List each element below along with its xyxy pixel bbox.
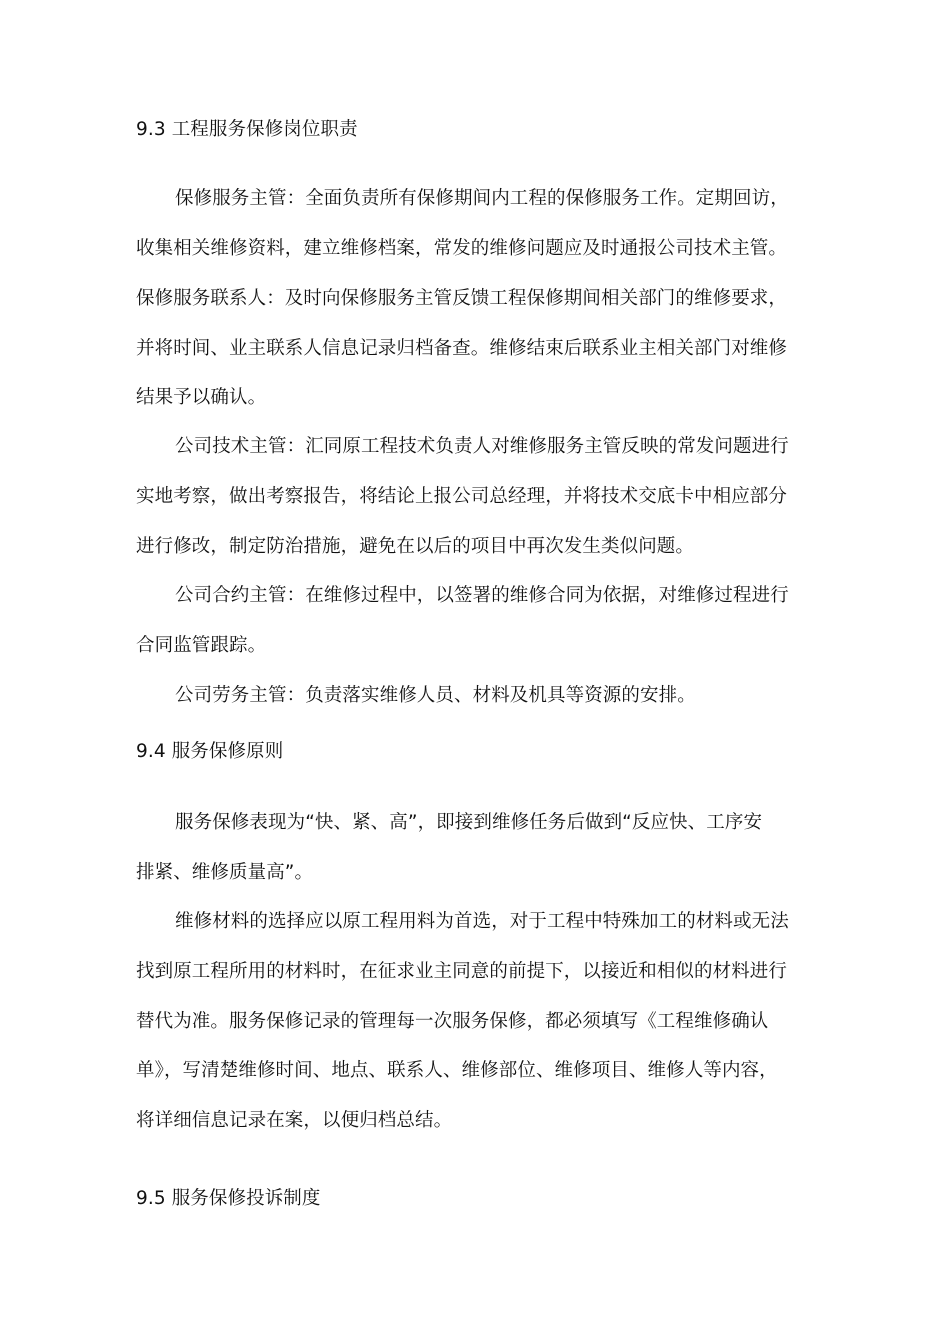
paragraph-line: 结果予以确认。 xyxy=(136,387,267,408)
section-heading-9-3: 9.3 工程服务保修岗位职责 xyxy=(136,119,358,140)
paragraph-line: 保修服务联系人：及时向保修服务主管反馈工程保修期间相关部门的维修要求， xyxy=(136,288,788,309)
section-heading-9-5: 9.5 服务保修投诉制度 xyxy=(136,1188,321,1209)
paragraph-line: 找到原工程所用的材料时，在征求业主同意的前提下，以接近和相似的材料进行 xyxy=(136,961,788,982)
paragraph-line: 合同监管跟踪。 xyxy=(136,635,267,656)
paragraph-line: 并将时间、业主联系人信息记录归档备查。维修结束后联系业主相关部门对维修 xyxy=(136,338,788,359)
paragraph-line: 公司技术主管：汇同原工程技术负责人对维修服务主管反映的常发问题进行 xyxy=(175,436,789,457)
paragraph-line: 进行修改，制定防治措施，避免在以后的项目中再次发生类似问题。 xyxy=(136,536,695,557)
paragraph-line: 公司合约主管：在维修过程中，以签署的维修合同为依据，对维修过程进行 xyxy=(175,585,789,606)
paragraph-line: 保修服务主管：全面负责所有保修期间内工程的保修服务工作。定期回访， xyxy=(175,188,789,209)
paragraph-line: 收集相关维修资料，建立维修档案，常发的维修问题应及时通报公司技术主管。 xyxy=(136,238,788,259)
paragraph-line: 替代为准。服务保修记录的管理每一次服务保修，都必须填写《工程维修确认 xyxy=(136,1011,769,1032)
paragraph-line: 服务保修表现为“快、紧、高”，即接到维修任务后做到“反应快、工序安 xyxy=(175,812,763,833)
paragraph-line: 单》，写清楚维修时间、地点、联系人、维修部位、维修项目、维修人等内容， xyxy=(136,1060,778,1081)
paragraph-line: 实地考察，做出考察报告，将结论上报公司总经理，并将技术交底卡中相应部分 xyxy=(136,486,788,507)
paragraph-line: 将详细信息记录在案，以便归档总结。 xyxy=(136,1110,453,1131)
paragraph-line: 维修材料的选择应以原工程用料为首选，对于工程中特殊加工的材料或无法 xyxy=(175,911,789,932)
paragraph-line: 公司劳务主管：负责落实维修人员、材料及机具等资源的安排。 xyxy=(175,685,696,706)
section-heading-9-4: 9.4 服务保修原则 xyxy=(136,741,284,762)
paragraph-line: 排紧、维修质量高”。 xyxy=(136,862,314,883)
